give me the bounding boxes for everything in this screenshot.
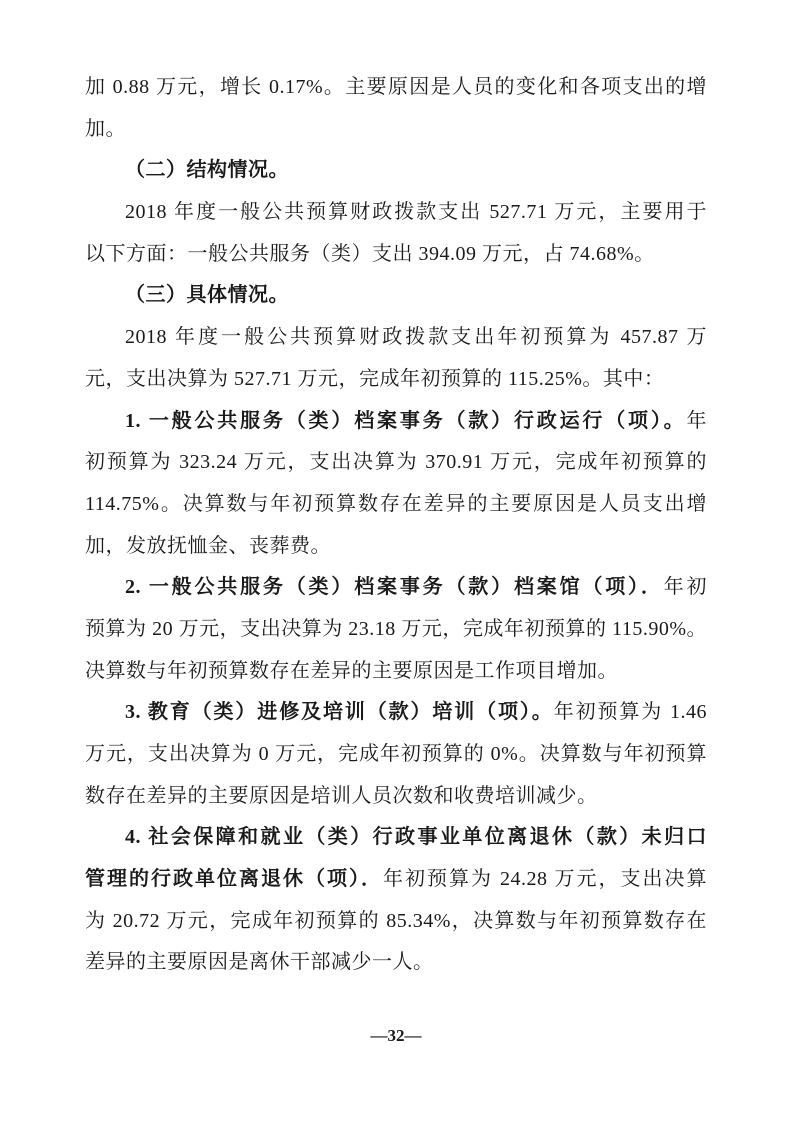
text-line xyxy=(85,942,707,984)
text-segment: 决算数与年初预算数存在差异的主要原因是工作项目增加。 xyxy=(85,659,618,682)
page-number-text: —32— xyxy=(370,1026,422,1045)
text-line xyxy=(85,776,707,818)
text-segment-bold: （二）结构情况。 xyxy=(125,159,289,182)
text-line xyxy=(85,234,707,276)
text-segment-bold: 2. 一般公共服务（类）档案事务（款）档案馆（项）． xyxy=(125,576,664,599)
text-line xyxy=(85,817,707,859)
text-line xyxy=(85,150,707,192)
text-line xyxy=(85,109,707,151)
text-line xyxy=(85,609,707,651)
text-line xyxy=(85,567,707,609)
text-segment: 数存在差异的主要原因是培训人员次数和收费培训减少。 xyxy=(85,784,598,807)
text-line xyxy=(85,317,707,359)
text-segment-bold: 1. 一般公共服务（类）档案事务（款）行政运行（项）。 xyxy=(125,409,687,432)
text-segment: 2018 年度一般公共预算财政拨款支出 527.71 万元，主要用于 xyxy=(125,201,707,224)
text-line xyxy=(85,692,707,734)
page-number xyxy=(85,1026,707,1046)
text-line xyxy=(85,275,707,317)
text-segment-bold: （三）具体情况。 xyxy=(125,284,289,307)
text-segment: 差异的主要原因是离休干部减少一人。 xyxy=(85,951,434,974)
text-line xyxy=(85,484,707,526)
text-line xyxy=(85,442,707,484)
document-body xyxy=(85,67,707,984)
text-segment: 年初预算为 24.28 万元，支出决算 xyxy=(383,868,707,891)
text-segment: 元，支出决算为 527.71 万元，完成年初预算的 115.25%。其中： xyxy=(85,367,665,390)
text-segment: 2018 年度一般公共预算财政拨款支出年初预算为 457.87 万 xyxy=(125,326,707,349)
text-segment: 以下方面：一般公共服务（类）支出 394.09 万元，占 74.68%。 xyxy=(85,242,655,265)
text-line xyxy=(85,401,707,443)
text-segment: 初预算为 323.24 万元，支出决算为 370.91 万元，完成年初预算的 xyxy=(85,451,707,474)
text-line xyxy=(85,359,707,401)
text-line xyxy=(85,192,707,234)
text-segment: 为 20.72 万元，完成年初预算的 85.34%，决算数与年初预算数存在 xyxy=(85,909,707,932)
text-line xyxy=(85,67,707,109)
text-segment: 加。 xyxy=(85,117,126,140)
text-segment: 加 0.88 万元，增长 0.17%。主要原因是人员的变化和各项支出的增 xyxy=(85,76,707,98)
text-line xyxy=(85,859,707,901)
text-segment: 加，发放抚恤金、丧葬费。 xyxy=(85,534,331,557)
text-line xyxy=(85,734,707,776)
text-segment: 年 xyxy=(686,409,707,432)
text-segment: 114.75%。决算数与年初预算数存在差异的主要原因是人员支出增 xyxy=(85,492,707,515)
text-segment-bold: 4. 社会保障和就业（类）行政事业单位离退休（款）未归口 xyxy=(125,826,707,849)
text-segment-bold: 管理的行政单位离退休（项）． xyxy=(85,868,383,891)
text-segment: 年初 xyxy=(663,576,708,599)
text-segment: 预算为 20 万元，支出决算为 23.18 万元，完成年初预算的 115.90%。 xyxy=(85,617,707,640)
text-segment-bold: 3. 教育（类）进修及培训（款）培训（项）。 xyxy=(125,701,554,724)
text-segment: 年初预算为 1.46 xyxy=(553,701,708,724)
text-line xyxy=(85,526,707,568)
text-line xyxy=(85,651,707,693)
text-line xyxy=(85,901,707,943)
text-segment: 万元，支出决算为 0 万元，完成年初预算的 0%。决算数与年初预算 xyxy=(85,743,707,765)
